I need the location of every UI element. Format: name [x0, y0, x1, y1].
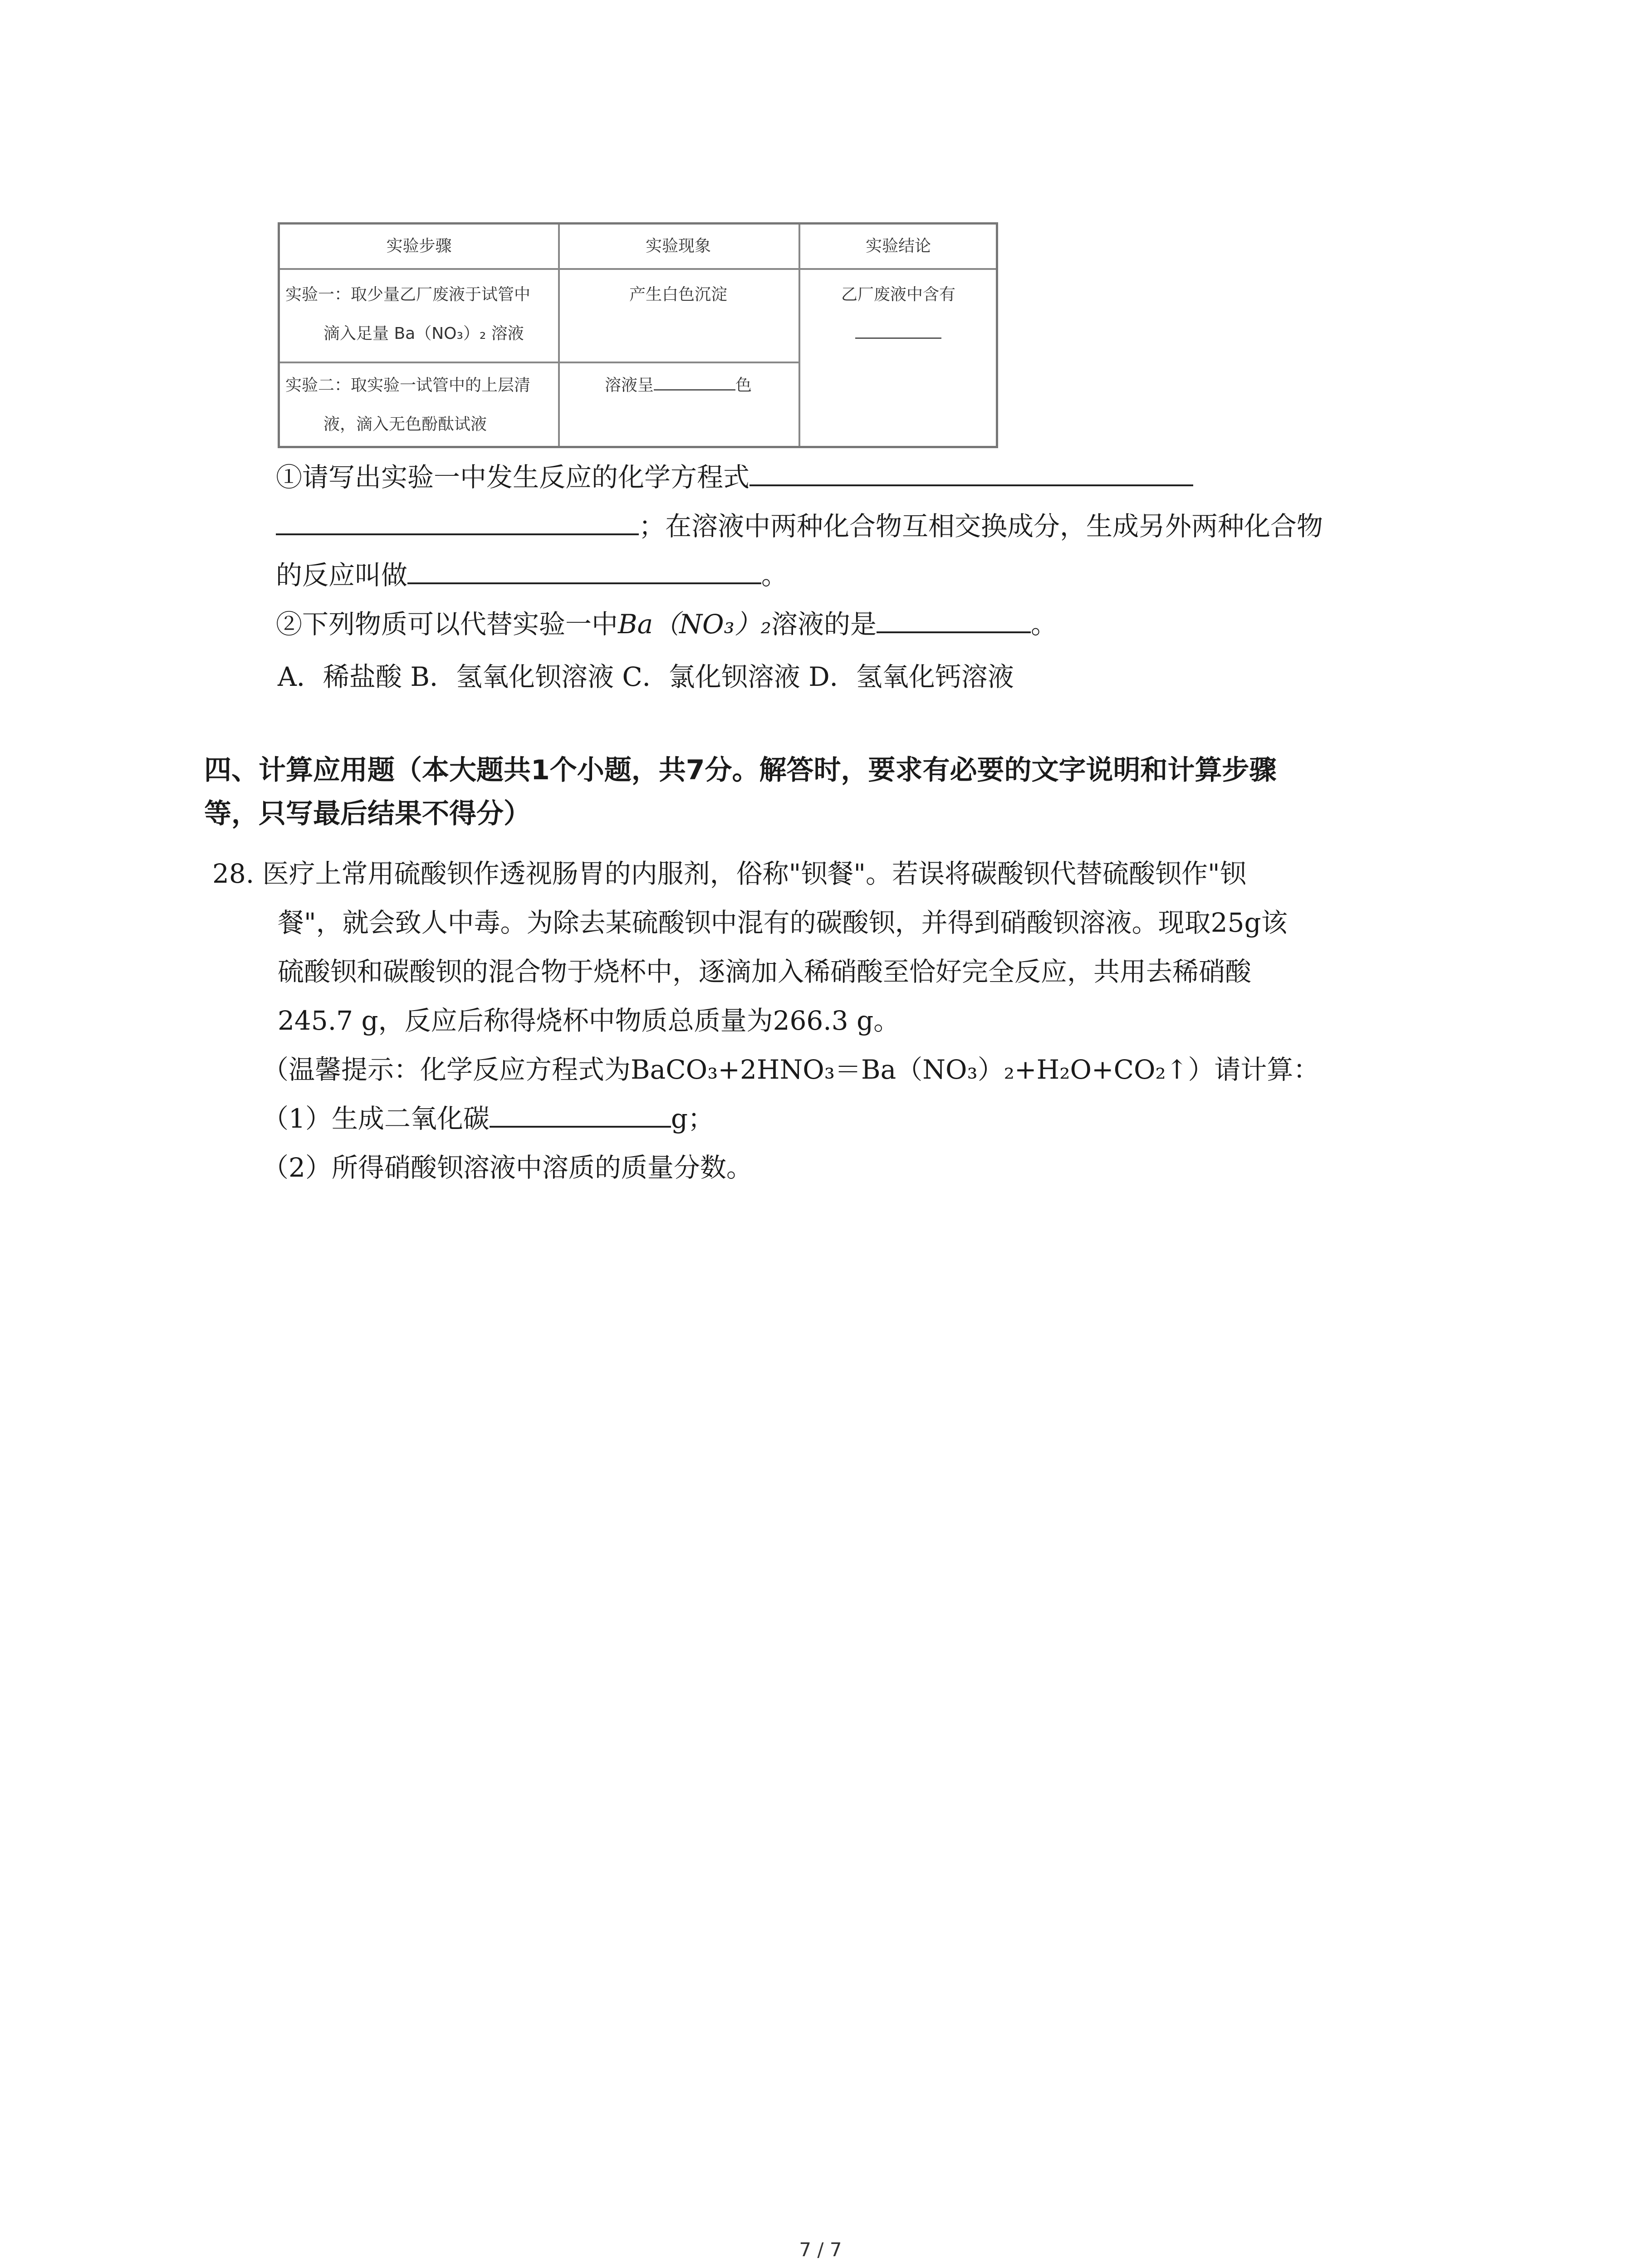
step-1-line-1: 实验一：取少量乙厂废液于试管中 — [285, 285, 531, 304]
table-divider — [280, 362, 798, 363]
question-2-text-b: 溶液的是 — [771, 609, 877, 640]
answer-blank[interactable] — [749, 484, 1193, 486]
section-heading — [204, 748, 1277, 836]
table-cell-step-2 — [285, 366, 558, 444]
step-2-line-1: 实验二：取实验一试管中的上层清 — [285, 376, 531, 395]
table-header-phenomenon: 实验现象 — [645, 237, 711, 255]
sub-1-text: （1）生成二氧化碳 — [262, 1103, 490, 1134]
problem-28-line-1: 28. 医疗上常用硫酸钡作透视肠胃的内服剂，俗称"钡餐"。若误将碳酸钡代替硫酸钡作"钡 — [212, 858, 1246, 889]
conclusion-1-text: 乙厂废液中含有 — [841, 285, 955, 304]
question-1-line-a — [276, 459, 1193, 495]
conclusion-1-blank-row — [798, 314, 998, 353]
table-header-step: 实验步骤 — [386, 237, 452, 255]
question-1-line-c — [276, 557, 788, 593]
table-cell-phenomenon-2 — [558, 366, 798, 405]
step-1-line-2: 滴入足量 Ba（NO₃）₂ 溶液 — [323, 324, 524, 343]
problem-28-sub-2: （2）所得硝酸钡溶液中溶质的质量分数。 — [262, 1152, 753, 1183]
problem-28-hint: （温馨提示：化学反应方程式为BaCO₃+2HNO₃＝Ba（NO₃）₂+H₂O+CO₂↑）请计算： — [262, 1054, 1320, 1085]
problem-28-line-2: 餐"，就会致人中毒。为除去某硫酸钡中混有的碳酸钡，并得到硝酸钡溶液。现取25g该 — [278, 907, 1288, 938]
problem-28-sub-1 — [212, 1094, 1319, 1143]
table-cell-step-1 — [285, 275, 558, 353]
problem-28 — [212, 849, 1319, 1192]
table-header-conclusion: 实验结论 — [865, 237, 931, 255]
question-1-text-c: 的反应叫做 — [276, 560, 408, 591]
question-2-options: A．稀盐酸 B．氢氧化钡溶液 C．氯化钡溶液 D．氢氧化钙溶液 — [278, 661, 1014, 692]
answer-blank[interactable] — [877, 631, 1031, 633]
table-cell-conclusion-1 — [798, 275, 998, 353]
answer-blank[interactable] — [855, 337, 941, 339]
step-2-line-2: 液，滴入无色酚酞试液 — [323, 415, 487, 434]
experiment-table — [278, 222, 998, 448]
answer-blank[interactable] — [490, 1125, 671, 1128]
section-heading-line-2: 等，只写最后结果不得分） — [204, 798, 531, 830]
question-2-text: ②下列物质可以代替实验一中 — [276, 609, 618, 640]
answer-blank[interactable] — [407, 582, 761, 584]
question-2-end: 。 — [1031, 609, 1058, 640]
phenomenon-2-post: 色 — [735, 376, 752, 395]
page-number: 7 / 7 — [799, 2239, 842, 2261]
table-cell-phenomenon-1: 产生白色沉淀 — [629, 285, 727, 304]
answer-blank[interactable] — [276, 533, 639, 535]
sub-1-unit: g； — [671, 1103, 715, 1134]
question-1-text-c-end: 。 — [761, 560, 788, 591]
question-1-text-b: ；在溶液中两种化合物互相交换成分，生成另外两种化合物 — [639, 511, 1323, 542]
section-heading-line-1: 四、计算应用题（本大题共1个小题，共7分。解答时，要求有必要的文字说明和计算步骤 — [204, 754, 1277, 786]
table-divider — [280, 268, 996, 270]
question-2-line — [276, 606, 1057, 642]
question-1-line-b — [276, 508, 1323, 544]
problem-28-line-3: 硫酸钡和碳酸钡的混合物于烧杯中，逐滴加入稀硝酸至恰好完全反应，共用去稀硝酸 — [278, 956, 1252, 987]
question-1-text: ①请写出实验一中发生反应的化学方程式 — [276, 462, 750, 493]
answer-blank[interactable] — [654, 389, 735, 391]
question-2-formula: Ba（NO₃）₂ — [618, 609, 772, 640]
phenomenon-2-pre: 溶液呈 — [604, 376, 654, 395]
problem-28-line-4: 245.7 g，反应后称得烧杯中物质总质量为266.3 g。 — [278, 1005, 900, 1036]
